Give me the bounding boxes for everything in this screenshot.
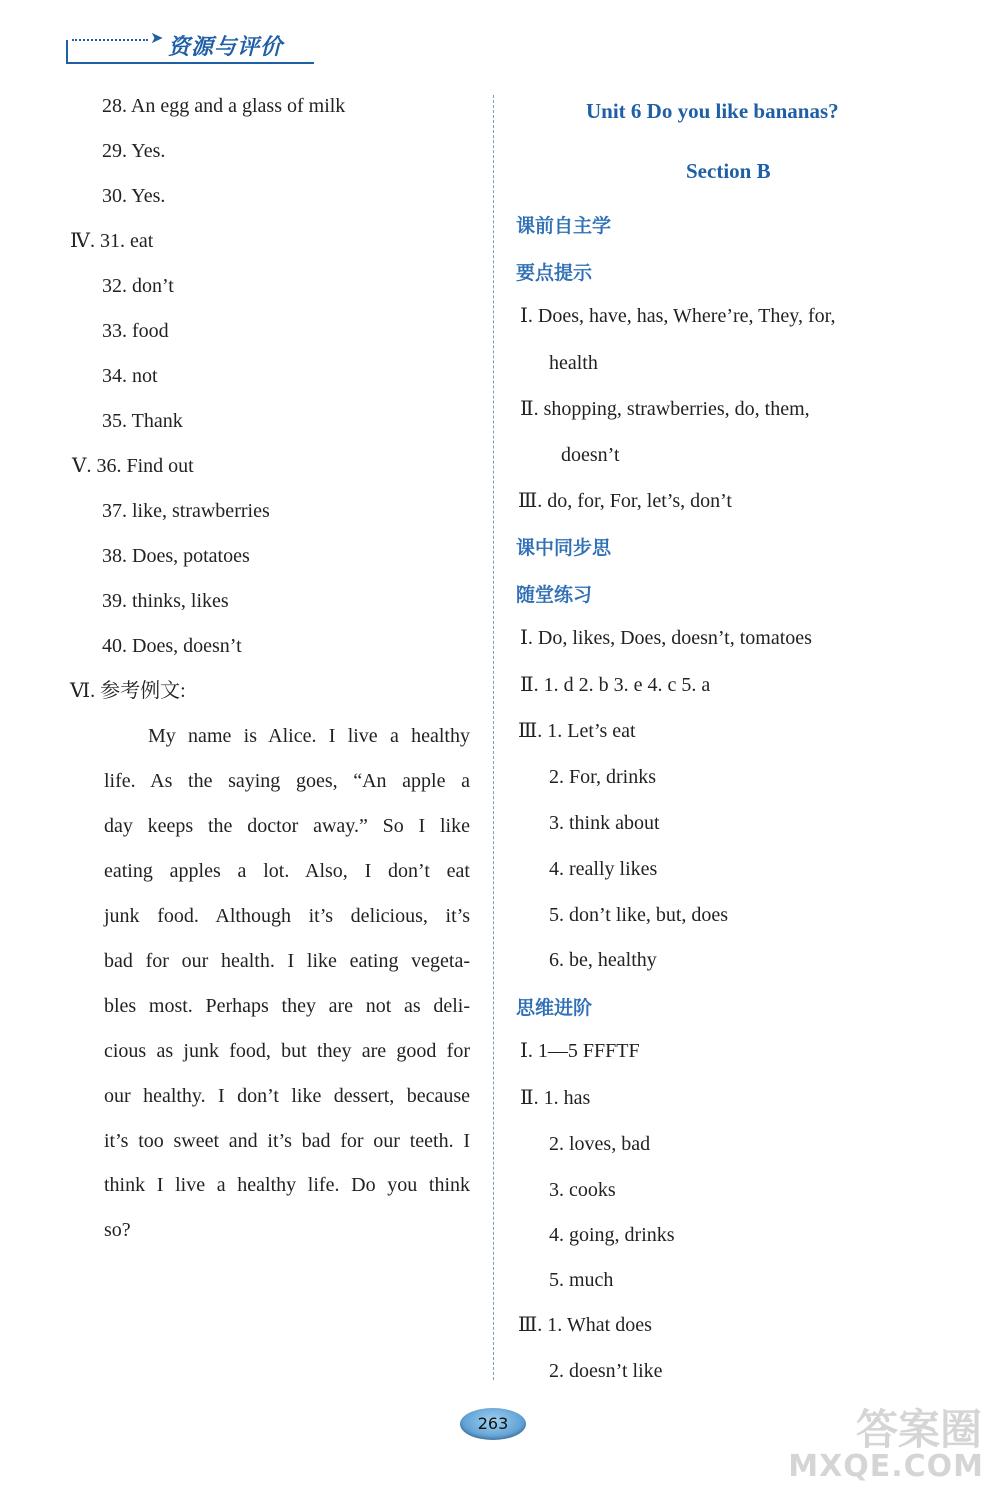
answer-line: 30. Yes.	[102, 185, 166, 207]
column-divider	[493, 95, 494, 1380]
answer-line: 34. not	[102, 365, 158, 387]
essay-line: day keeps the doctor away.” So I like	[104, 815, 470, 837]
answer-line: 29. Yes.	[102, 140, 166, 162]
answer-line: 6. be, healthy	[549, 949, 657, 971]
answer-line: doesn’t	[561, 444, 620, 466]
answer-line: 35. Thank	[102, 410, 183, 432]
answer-line: 2. loves, bad	[549, 1133, 651, 1155]
essay-line: junk food. Although it’s delicious, it’s	[104, 905, 470, 927]
answer-line: 5. much	[549, 1269, 614, 1291]
answer-line: 5. don’t like, but, does	[549, 904, 729, 926]
answer-line: 4. going, drinks	[549, 1224, 675, 1246]
answer-line: 28. An egg and a glass of milk	[102, 95, 346, 117]
section-heading: 课中同步思	[516, 537, 612, 559]
section-label: Ⅵ. 参考例文:	[70, 680, 186, 702]
answer-line: 2. doesn’t like	[549, 1360, 663, 1382]
answer-line: health	[549, 352, 598, 374]
arrow-right-icon: ➤	[150, 30, 164, 47]
answer-line: Ⅰ. 1—5 FFFTF	[520, 1040, 640, 1062]
answer-line: Ⅲ. do, for, For, let’s, don’t	[518, 490, 732, 512]
unit-title: Unit 6 Do you like bananas?	[586, 99, 839, 123]
header-logo	[66, 30, 316, 66]
answer-line: Ⅴ. 36. Find out	[72, 455, 194, 477]
answer-line: Ⅰ. Do, likes, Does, doesn’t, tomatoes	[520, 627, 812, 649]
answer-line: Ⅰ. Does, have, has, Where’re, They, for,	[520, 305, 836, 327]
answer-line: Ⅲ. 1. What does	[518, 1314, 652, 1336]
answer-line: 3. think about	[549, 812, 660, 834]
watermark-text: 答案圈	[855, 1405, 982, 1454]
watermark-url: MXQE.COM	[788, 1449, 984, 1484]
essay-line: bles most. Perhaps they are not as deli-	[104, 995, 470, 1017]
answer-line: Ⅲ. 1. Let’s eat	[518, 720, 636, 742]
answer-line: Ⅱ. 1. has	[520, 1087, 591, 1109]
essay-line: so?	[104, 1219, 131, 1241]
section-heading: 思维进阶	[516, 997, 593, 1019]
section-heading: 随堂练习	[516, 584, 593, 606]
essay-line: life. As the saying goes, “An apple a	[104, 770, 470, 792]
answer-line: 33. food	[102, 320, 169, 342]
essay-line: our healthy. I don’t like dessert, because	[104, 1085, 470, 1107]
answer-line: 37. like, strawberries	[102, 500, 270, 522]
answer-line: 38. Does, potatoes	[102, 545, 250, 567]
essay-line: cious as junk food, but they are good for	[104, 1040, 470, 1062]
answer-line: 40. Does, doesn’t	[102, 635, 242, 657]
answer-line: Ⅳ. 31. eat	[70, 230, 154, 252]
essay-line: it’s too sweet and it’s bad for our teeth. I	[104, 1130, 470, 1152]
header-dotted-line	[72, 39, 148, 41]
answer-line: 3. cooks	[549, 1179, 616, 1201]
section-heading: 要点提示	[516, 262, 593, 284]
essay-line: eating apples a lot. Also, I don’t eat	[104, 860, 470, 882]
answer-line: 4. really likes	[549, 858, 658, 880]
answer-line: Ⅱ. shopping, strawberries, do, them,	[520, 398, 810, 420]
essay-line: bad for our health. I like eating vegeta-	[104, 950, 470, 972]
essay-line: My name is Alice. I live a healthy	[148, 725, 470, 747]
watermark-logo	[788, 1397, 992, 1487]
answer-line: 32. don’t	[102, 275, 174, 297]
section-title: Section B	[686, 159, 771, 183]
answer-line: Ⅱ. 1. d 2. b 3. e 4. c 5. a	[520, 674, 711, 696]
page-number: 263	[460, 1408, 526, 1440]
answer-line: 39. thinks, likes	[102, 590, 229, 612]
essay-line: think I live a healthy life. Do you think	[104, 1174, 470, 1196]
header-title: 资源与评价	[168, 35, 284, 60]
answer-line: 2. For, drinks	[549, 766, 656, 788]
section-heading: 课前自主学	[516, 215, 612, 237]
